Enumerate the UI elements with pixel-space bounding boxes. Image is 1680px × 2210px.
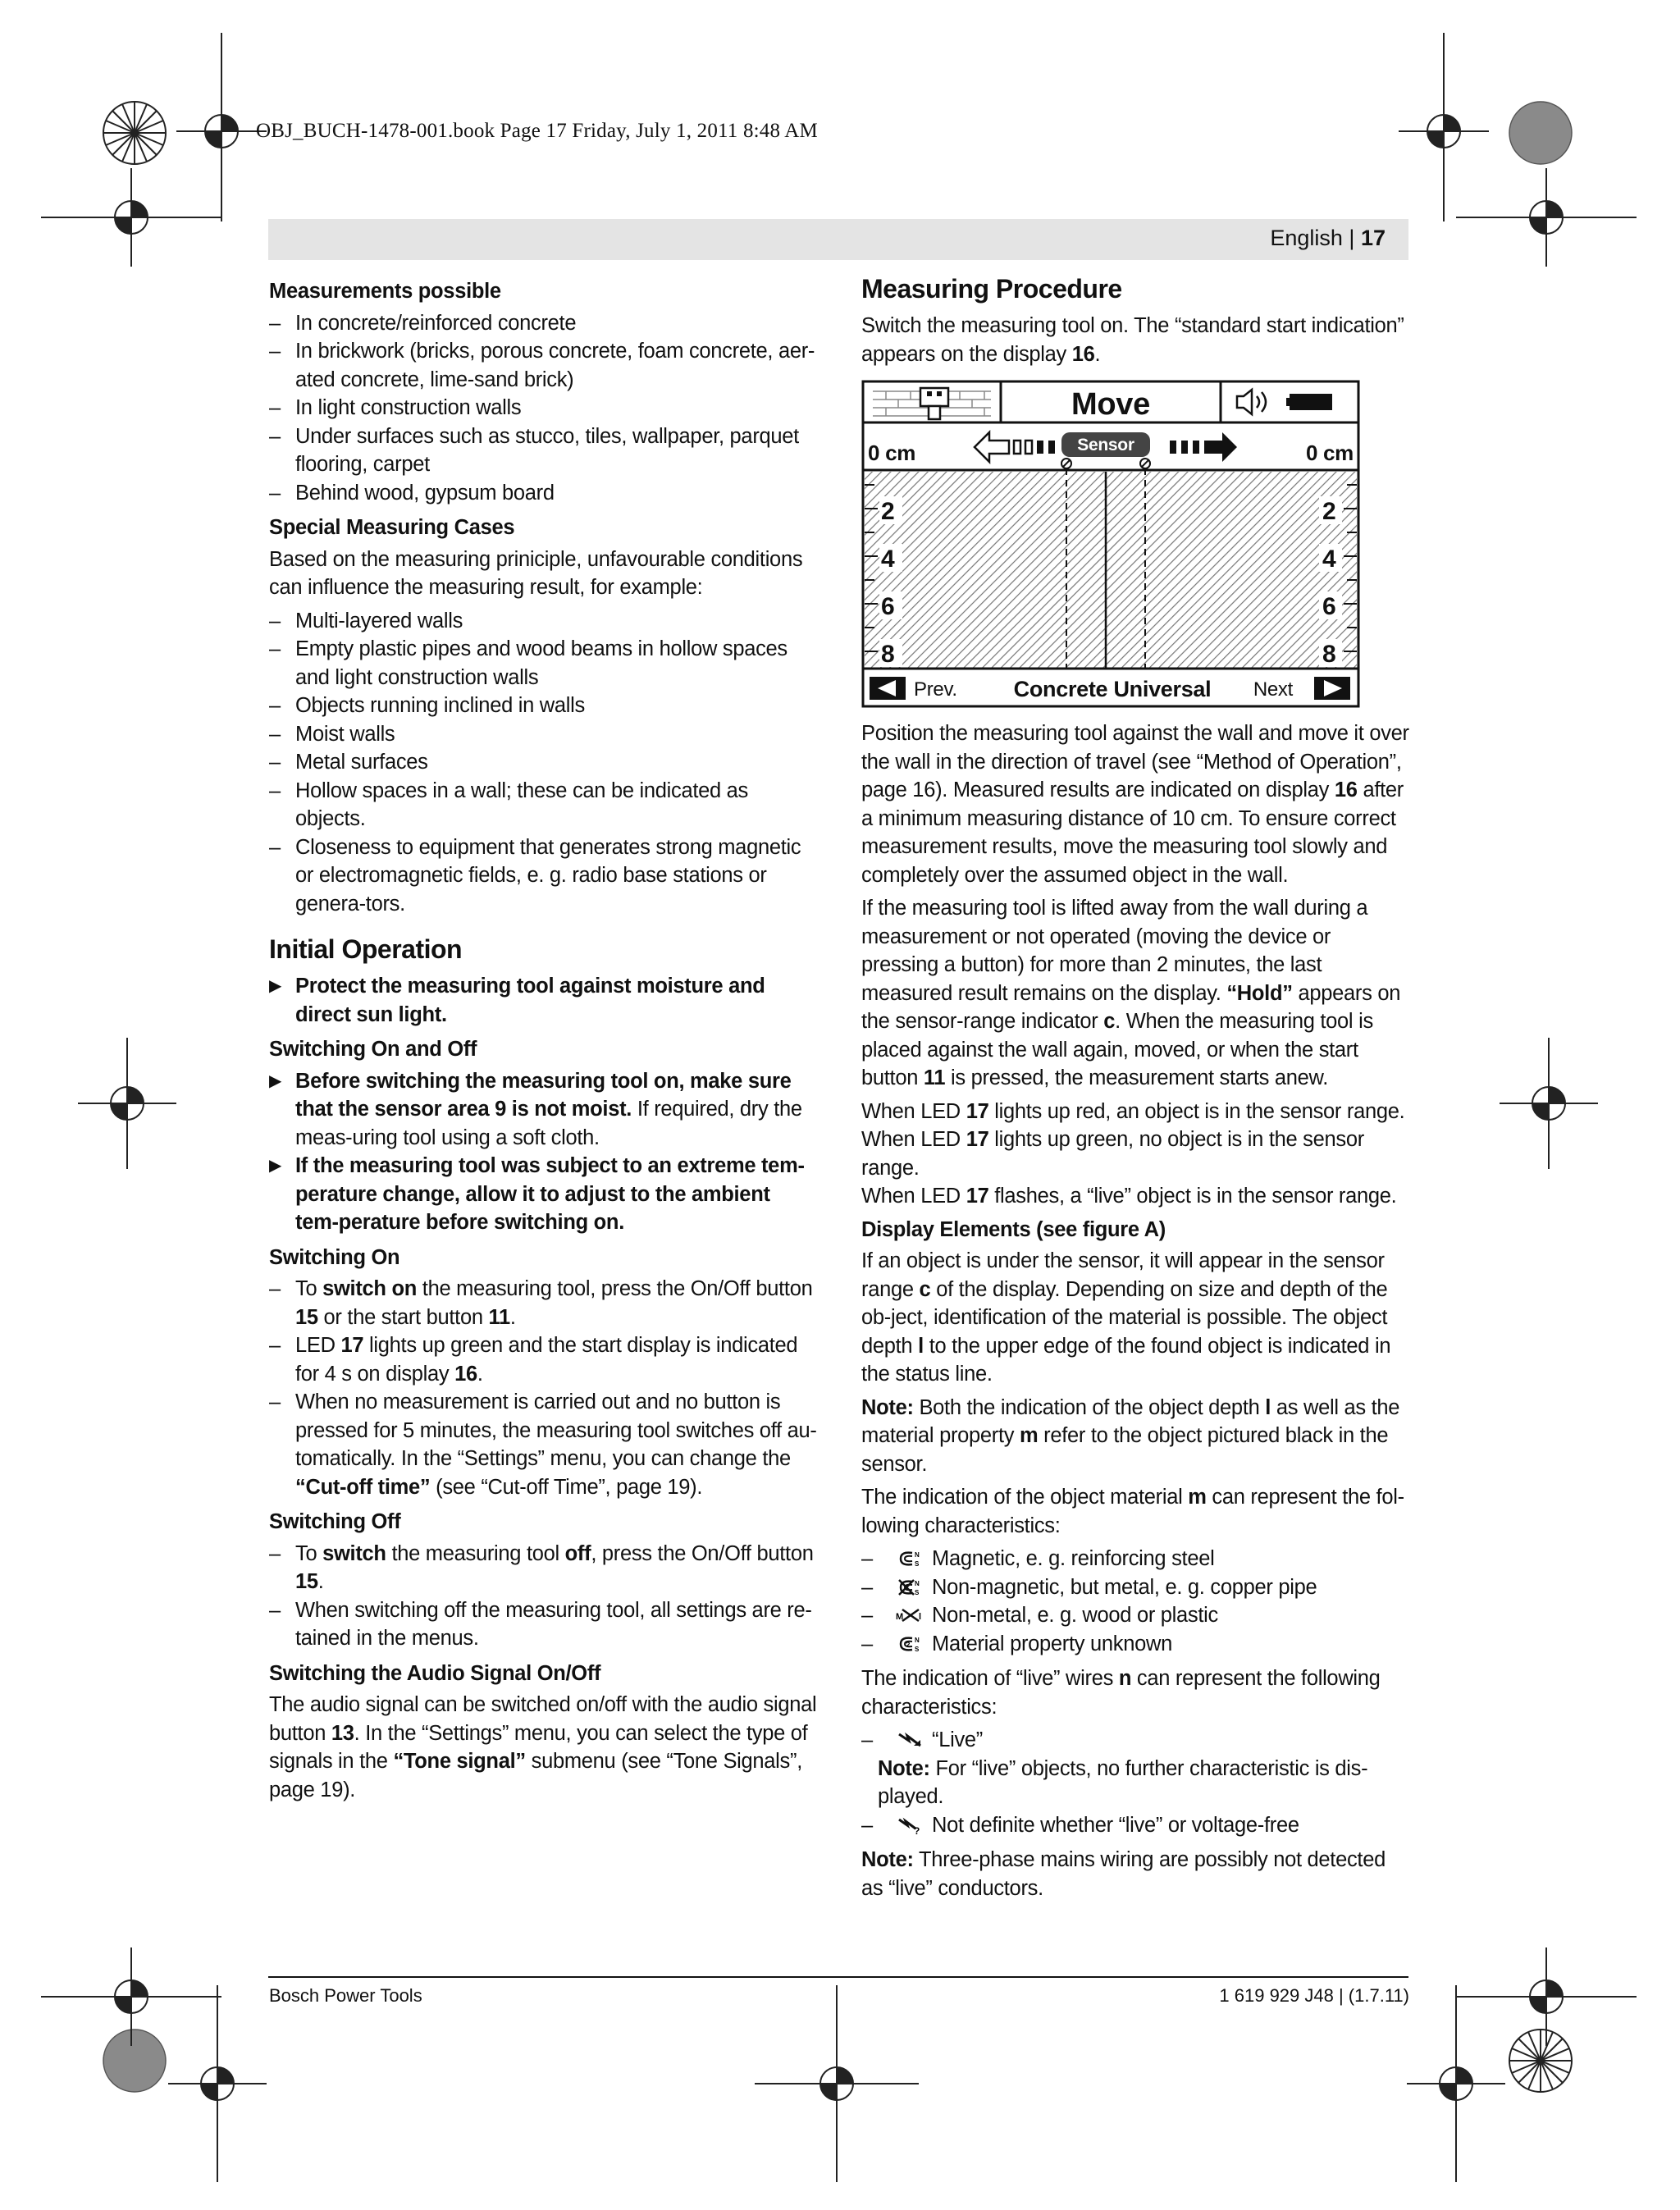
triangle-bullet-icon: ▶ <box>269 1071 282 1090</box>
indefinite-live-icon <box>896 1815 925 1836</box>
hold-paragraph: If the measuring tool is lifted away from the wall during a measurement or not operated (moving the device or pressing a button) for more than 2 minutes, the last measured result remains on the display. “Hold” appears on the sensor-range indicator c. When the measuring tool is placed against the wall again, moved, or when the start button 11 is pressed, the measurement starts anew. <box>861 897 1401 1089</box>
led-paragraph: When LED 17 lights up red, an object is in the sensor range. When LED 17 lights up green, no object is in the sensor range. When LED 17 flashes, a “live” object is in the sensor range. <box>861 1099 1405 1208</box>
live-wire-icon <box>896 1729 925 1751</box>
registration-mark-top-left-sunburst <box>102 100 167 166</box>
warning-item: ▶ Protect the measuring tool against moisture and direct sun light. <box>269 972 819 1029</box>
svg-text:N: N <box>915 1579 920 1587</box>
footer-brand: Bosch Power Tools <box>269 1985 422 2006</box>
list-item: – N S Non-magnetic, but metal, e. g. copper pipe <box>861 1575 1317 1599</box>
crosshair-mark-bottom-right <box>1407 1985 1505 2182</box>
object-paragraph: If an object is under the sensor, it will appear in the sensor range c of the display. Depending on size and depth of the ob-ject, identification of the material is possible. The object depth l to the upper edge of the found object is indicated in the status line. <box>861 1249 1391 1386</box>
list-item: – In light construction walls <box>269 396 522 419</box>
list-item: – ? N S Material property unknown <box>861 1632 1172 1655</box>
depth-tick-right: 4 <box>1322 546 1336 573</box>
list-item: – Metal surfaces <box>269 751 428 774</box>
measurements-heading: Measurements possible <box>269 280 501 303</box>
live-intro-paragraph: The indication of “live” wires n can represent the following characteristics: <box>861 1667 1381 1719</box>
nonmagnetic-metal-icon <box>896 1577 925 1598</box>
note-depth-paragraph: Note: Both the indication of the object depth l as well as the material property m refer to the object pictured black in the sensor. <box>861 1395 1400 1476</box>
unknown-material-icon <box>896 1633 925 1655</box>
right-zero-label: 0 cm <box>1305 441 1354 465</box>
header-language: English <box>1270 226 1343 250</box>
measuring-procedure-heading: Measuring Procedure <box>861 274 1122 304</box>
svg-text:N: N <box>915 1551 920 1559</box>
list-item: – Empty plastic pipes and wood beams in hollow spaces and light construction walls <box>269 637 788 689</box>
special-cases-intro: Based on the measuring priniciple, unfavourable conditions can influence the measuring result, for example: <box>269 547 803 599</box>
list-item: – LED 17 lights up green and the start display is indicated for 4 s on display 16. <box>269 1334 798 1386</box>
triangle-bullet-icon: ▶ <box>269 977 282 995</box>
crosshair-mark-right-middle <box>1500 1038 1598 1169</box>
list-item: – ? Not definite whether “live” or voltage-free <box>861 1813 1299 1837</box>
three-phase-note: Note: Three-phase mains wiring are possibly not detected as “live” conductors. <box>861 1848 1386 1900</box>
crosshair-mark-left-top <box>41 168 221 267</box>
crosshair-mark-bottom-center <box>755 1985 919 2182</box>
initial-warning-list <box>269 972 819 1029</box>
footer-divider <box>268 1976 1408 1978</box>
special-cases-heading: Special Measuring Cases <box>269 516 515 539</box>
measurements-list <box>269 309 819 508</box>
nonmetal-icon <box>896 1605 925 1626</box>
list-item: – Objects running inclined in walls <box>269 694 585 717</box>
triangle-bullet-icon: ▶ <box>269 1157 282 1175</box>
svg-text:N: N <box>915 1636 920 1644</box>
switching-on-list <box>269 1275 819 1501</box>
svg-text:S: S <box>915 1588 920 1596</box>
special-cases-list <box>269 607 819 919</box>
crosshair-mark-left-middle <box>78 1038 176 1169</box>
list-item: – Multi-layered walls <box>269 609 463 632</box>
crosshair-mark-right-top <box>1456 168 1637 267</box>
header-text <box>1270 226 1386 251</box>
svg-text:S: S <box>915 1560 920 1568</box>
left-column <box>269 272 819 1809</box>
list-item: – Under surfaces such as stucco, tiles, wallpaper, parquet flooring, carpet <box>269 424 799 476</box>
audio-signal-heading: Switching the Audio Signal On/Off <box>269 1661 601 1685</box>
battery-icon <box>1286 394 1332 410</box>
display-screen-graphic <box>861 380 1360 708</box>
switching-warnings-list <box>269 1067 819 1237</box>
header-separator: | <box>1342 226 1361 250</box>
material-list <box>861 1545 1409 1658</box>
list-item: – M l Non-metal, e. g. wood or plastic <box>861 1604 1218 1627</box>
next-label: Next <box>1253 678 1293 701</box>
display-mode-label: Move <box>1071 387 1150 422</box>
display-illustration <box>861 380 1360 708</box>
svg-text:?: ? <box>906 1640 911 1649</box>
depth-tick-right: 6 <box>1322 593 1336 620</box>
list-item: – To switch the measuring tool off, press the On/Off button 15. <box>269 1541 814 1593</box>
sensor-label: Sensor <box>1077 436 1134 454</box>
material-label: Concrete Universal <box>1013 677 1212 701</box>
magnetic-icon <box>896 1548 925 1569</box>
warning-item: ▶ Before switching the measuring tool on, make sure that the sensor area 9 is not moist. If required, dry the meas-uring tool using a soft cloth. <box>269 1067 819 1153</box>
depth-tick-right: 2 <box>1322 498 1336 525</box>
footer-doc-number: 1 619 929 J48 | (1.7.11) <box>1219 1985 1409 2006</box>
list-item: – In brickwork (bricks, porous concrete, foam concrete, aer-ated concrete, lime-sand brick) <box>269 340 815 391</box>
list-item: – When no measurement is carried out and no button is pressed for 5 minutes, the measuring tool switches off au-tomatically. In the “Settings” menu, you can change the “Cut-off time” (see “Cut-off Time”, page 19). <box>269 1390 817 1499</box>
list-item: – When switching off the measuring tool, all settings are re-tained in the menus. <box>269 1598 812 1650</box>
depth-tick-left: 2 <box>881 498 895 525</box>
book-info-line: OBJ_BUCH-1478-001.book Page 17 Friday, July 1, 2011 8:48 AM <box>256 120 818 142</box>
svg-text:M: M <box>896 1612 903 1622</box>
right-column <box>861 272 1409 1907</box>
registration-mark-top-right-disc <box>1508 100 1573 166</box>
page-header <box>268 219 1408 260</box>
header-page-number: 17 <box>1360 226 1386 250</box>
list-item: – In concrete/reinforced concrete <box>269 311 577 335</box>
display-elements-heading: Display Elements (see figure A) <box>861 1217 1166 1241</box>
live-list <box>861 1726 1409 1839</box>
depth-tick-left: 6 <box>881 593 895 620</box>
list-item: – Moist walls <box>269 722 395 746</box>
list-item: – Hollow spaces in a wall; these can be indicated as objects. <box>269 779 748 830</box>
wall-cross-section <box>865 472 1357 669</box>
position-paragraph: Position the measuring tool against the wall and move it over the wall in the direction of travel (see “Method of Operation”, page 16). Measured results are indicated on display 16 after a minimum measuring distance of 10 cm. To ensure correct measurement results, move the measuring tool slowly and completely over the assumed object in the wall. <box>861 722 1409 887</box>
crosshair-mark-bottom-left <box>168 1985 267 2182</box>
warning-item: ▶ If the measuring tool was subject to an extreme tem-perature change, allow it to adjust to the ambient tem-perature before switching on. <box>269 1152 819 1237</box>
depth-tick-left: 4 <box>881 546 895 573</box>
procedure-intro: Switch the measuring tool on. The “standard start indication” appears on the display 16. <box>861 314 1404 366</box>
svg-text:l: l <box>919 1612 921 1622</box>
switching-off-list <box>269 1540 819 1653</box>
list-item: – “Live” Note: For “live” objects, no further characteristic is dis-played. <box>861 1726 1409 1811</box>
svg-text:S: S <box>915 1645 920 1653</box>
list-item: – N S Magnetic, e. g. reinforcing steel <box>861 1547 1215 1570</box>
initial-operation-heading: Initial Operation <box>269 934 463 964</box>
svg-text:?: ? <box>914 1824 920 1836</box>
live-note: Note: For “live” objects, no further characteristic is dis-played. <box>878 1756 1368 1808</box>
list-item: – Behind wood, gypsum board <box>269 481 555 505</box>
prev-label: Prev. <box>914 678 957 701</box>
switching-on-heading: Switching On <box>269 1245 400 1269</box>
audio-signal-paragraph: The audio signal can be switched on/off with the audio signal button 13. In the “Settings” menu, you can select the type of signals in the “Tone signal” submenu (see “Tone Signals”, page 19). <box>269 1693 817 1801</box>
material-intro-paragraph: The indication of the object material m can represent the fol-lowing characteristics: <box>861 1486 1404 1537</box>
list-item: – To switch on the measuring tool, press the On/Off button 15 or the start button 11. <box>269 1277 813 1329</box>
depth-tick-right: 8 <box>1322 641 1336 668</box>
left-zero-label: 0 cm <box>868 441 916 465</box>
switching-on-off-heading: Switching On and Off <box>269 1038 477 1061</box>
depth-tick-left: 8 <box>881 641 895 668</box>
switching-off-heading: Switching Off <box>269 1510 401 1533</box>
list-item: – Closeness to equipment that generates strong magnetic or electromagnetic fields, e. g. radio base stations or genera-tors. <box>269 835 801 916</box>
